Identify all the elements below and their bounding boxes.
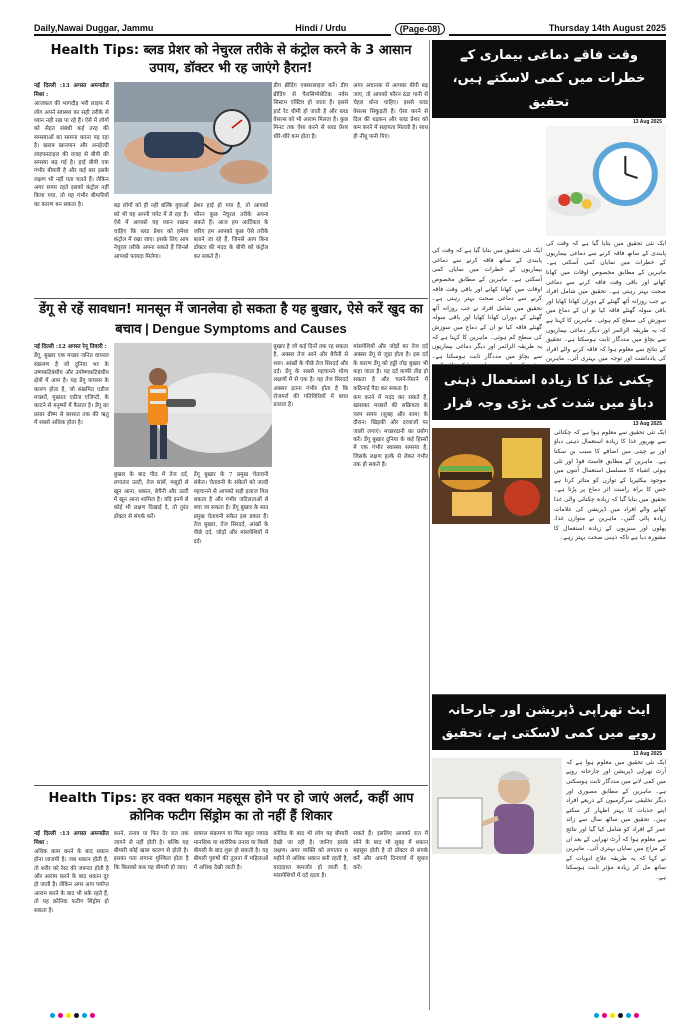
fogging-photo <box>114 343 272 467</box>
story1-para: डीप ब्रीदिंग एक्सरसाइज करें। डीप ब्रीदिंग से पैरासिम्पेथेटिक नर्वस सिस्टम एक्टिव हो जाता है। इससे हार्ट रेट धीमी हो जाती है और ब्लड वेसल्स को भी आराम मिलता है। कुछ मिनट तक ऐसा करने से ब्लड प्रेशर धीरे-धीरे कम होता है। <box>273 83 349 140</box>
urdu-story2-text-right: ایک نئی تحقیق سے معلوم ہوا ہے کہ چکنائی سے بھرپور غذا کا زیادہ استعمال ذہنی دباؤ اور بے چینی میں اضافے کا سبب بن سکتا ہے۔ ماہرین کے مطابق فاسٹ فوڈ اور تلی ہوئی اشیاء کا مسلسل استعمال آنتوں میں موجود بیکٹیریا کے توازن کو متاثر کرتا ہے جس کا براہ راست اثر دماغ پر پڑتا ہے۔ تحقیق میں بتایا گیا کہ زیادہ چکنائی والی غذا کھانے والے افراد میں ڈپریشن کی علامات زیادہ پائی گئیں۔ ماہرین نے متوازن غذا، پھلوں اور سبزیوں کے زیادہ استعمال کا مشورہ دیا ہے تاکہ ذہنی صحت بہتر رہے۔ <box>554 428 666 542</box>
junk-food-photo <box>432 428 550 524</box>
urdu-story1-text-left: ایک نئی تحقیق میں بتایا گیا ہے کہ وقت کی پابندی کے ساتھ فاقہ کرنے سے دماغی بیماریوں کے خطرات میں نمایاں کمی آسکتی ہے۔ ماہرین کے مطابق مخصوص اوقات میں کھانا کھانے اور باقی وقت فاقہ کرنے سے دماغی صحت بہتر رہتی ہے۔ تحقیق میں شامل افراد نے جب روزانہ آٹھ گھنٹے کے دوران کھانا کھایا اور باقی سولہ گھنٹے فاقہ کیا تو ان کے دماغ میں سوزش کی سطح کم ہوئی۔ ماہرین کا کہنا ہے کہ یہ طریقہ الزائمر اور دیگر دماغی بیماریوں سے بچاؤ میں مددگار ثابت ہوسکتا ہے۔ <box>432 247 542 360</box>
story1-col-5 <box>353 82 428 298</box>
urdu-section <box>432 40 666 1010</box>
story2-para: मांसपेशियों और जोड़ों का तेज दर्द अक्सर डेंगू से जुड़ा होता है। इस दर्द के कारण डेंगू को हड्डी तोड़ बुखार भी कहा जाता है। यह दर्द काफी तीव्र हो सकता है और चलने-फिरने में कठिनाई पैदा कर सकता है। <box>353 343 428 392</box>
urdu-story1-text-right: ایک نئی تحقیق میں بتایا گیا ہے کہ وقت کی پابندی کے ساتھ فاقہ کرنے سے دماغی بیماریوں کے خطرات میں نمایاں کمی آسکتی ہے۔ ماہرین کے مطابق مخصوص اوقات میں کھانا کھانے اور باقی وقت فاقہ کرنے سے دماغی صحت بہتر رہتی ہے۔ تحقیق میں شامل افراد نے جب روزانہ آٹھ گھنٹے کے دوران کھانا کھایا اور باقی سولہ گھنٹے فاقہ کیا تو ان کے دماغ میں سوزش کی سطح کم ہوئی۔ ماہرین کا کہنا ہے کہ یہ طریقہ الزائمر اور دیگر دماغی بیماریوں سے بچاؤ میں مددگار ثابت ہوسکتا ہے۔ تحقیق کے نتائج سے معلوم ہوا کہ فاقہ کرنے والے افراد کی یادداشت اور توجہ میں بہتری آئی۔ ماہرین <box>546 240 666 363</box>
art-therapy-photo <box>432 758 562 854</box>
story2-col-5 <box>353 343 428 785</box>
urdu-story3-date: 13 Aug 2025 <box>633 750 662 757</box>
story2-col-4 <box>273 343 348 785</box>
story2-para: डेंगू बुखार के 7 प्रमुख चेतावनी संकेत। चेतावनी के संकेतों को जल्दी पहचानने से आपको सही इलाज मिल सकता है और गंभीर जटिलताओं से बचा जा सकता है। डेंगू बुखार के सात प्रमुख चेतावनी संकेत इस प्रकार हैं। तेज बुखार, तेज सिरदर्द, आंखों के पीछे दर्द, जोड़ों और मांसपेशियों में दर्द। <box>193 471 269 545</box>
urdu-story3-text-right: ایک نئی تحقیق میں معلوم ہوا ہے کہ آرٹ تھراپی ڈپریشن اور جارحانہ رویے میں کمی لانے میں مددگار ثابت ہوسکتی ہے۔ ماہرین کے مطابق مصوری اور دیگر تخلیقی سرگرمیوں کے ذریعے افراد اپنے جذبات کا بہتر اظہار کر سکتے ہیں۔ تحقیق میں ساٹھ سال سے زائد عمر کے افراد کو شامل کیا گیا اور نتائج سے معلوم ہوا کہ آرٹ تھراپی کے بعد ان کے مزاج میں نمایاں بہتری آئی۔ ماہرین نے کہا کہ یہ طریقہ علاج ادویات کے ساتھ مل کر زیادہ مؤثر ثابت ہوسکتا ہے۔ <box>566 758 666 881</box>
story3-para: सकते हैं। इसलिए आपको रात में सोने के बाद भी सुबह में थकान महसूस होती है तो डॉक्टर से संपर्क करें और अपनी दिनचर्या में सुधार करें। <box>353 831 428 871</box>
story3-para: अधिक काम करने के बाद थकान होना लाजमी है। जब थकान होती है, तो शरीर को रेस्ट की जरूरत होती है और आराम करने के बाद थकान दूर हो जाती है। लेकिन अगर आप पर्याप्त आराम करने के बाद भी थके रहते हैं, तो यह क्रोनिक फटीग सिंड्रोम हो सकता है। <box>34 848 109 914</box>
story3-col-1 <box>34 830 109 1024</box>
page-number: (Page-08) <box>395 23 446 35</box>
story1-para: बढ़ लोगों को ही नहीं बल्कि युवाओं को भी यह अपनी चपेट में ले रहा है। ऐसे में आपको यह ध्यान रखना चाहिए कि ब्लड प्रेशर को हमेशा कंट्रोल में रखा जाए। इसके लिए आप नेचुरल तरीके अपना सकते हैं जिनसे आपको फायदा मिलेगा। <box>113 203 189 260</box>
color-registration-dots <box>594 1013 639 1018</box>
story2-para: कम करने में मदद कर सकते हैं, खासकर मच्छरों की सक्रियता के चरम समय (सुबह और शाम) के दौरान। खिड़की और दरवाजों पर जाली लगाएं। मच्छरदानी का प्रयोग करें। डेंगू बुखार दुनिया के कई हिस्सों में एक गंभीर स्वास्थ्य समस्या है, जिसके लक्षण हल्के से लेकर गंभीर तक हो सकते हैं। <box>353 395 428 469</box>
masthead <box>34 22 666 36</box>
story3 <box>34 830 428 1024</box>
story3-headline: Health Tips: हर वक्त थकान महसूस होने पर हो जाएं अलर्ट, कहीं आप क्रोनिक फटीग सिंड्रोम का तो नहीं हैं शिकार <box>34 785 428 830</box>
story2-headline-hindi: डेंगू से रहें सावधान! मानसून में जानलेवा हो सकता है यह बुखार, ऐसे करें खुद का बचाव <box>39 302 423 337</box>
story1 <box>34 82 428 298</box>
paper-name: Daily,Nawai Duggar, Jammu <box>34 23 251 36</box>
language-label: Hindi / Urdu <box>251 23 391 36</box>
story1-para: अगर अचानक से आपका बीपी बढ़ जाए, तो आपको फौरन ठंडा पानी से चेहरा धोना चाहिए। इससे ब्लड वेसल्स सिकुड़ती हैं। ऐसा करने से दिल की धड़कन और ब्लड प्रेशर को कम करने में सहायता मिलती है। साथ ही नींबू पानी पिएं। <box>353 83 428 140</box>
urdu-story1-date: 13 Aug 2025 <box>633 119 662 126</box>
story2-headline <box>34 298 428 342</box>
story2-para: बुखार है जो कई दिनों तक रह सकता है, अक्सर तेज आने और बेचैनी से शरू। आंखों के पीछे तेज सिरदर्द और दर्द। डेंगू के सबसे पहचानने योग्य लक्षणों में से एक है। यह तेज सिरदर्द अक्सर इतना गंभीर होता है कि रोजमर्रा की गतिविधियों में बाधा डालता है। <box>273 343 349 409</box>
story3-col-3 <box>194 830 269 1024</box>
urdu-story1 <box>432 40 666 364</box>
story3-para: करने, तनाव या फिर देर रात तक जागने से नहीं होती है। बल्कि यह बीमारी कोई खास कारण से होती है। इसका पता लगाना मुश्किल होता है कि किसको कब यह बीमारी हो जाए। <box>113 831 189 871</box>
story2-para: डेंगू, बुखार एक मच्छर जनित वायरल संक्रमण है जो दुनिया भर के उष्णकटिबंधीय और उपोष्णकटिबंधीय क्षेत्रों में आम है। यह डेंगू वायरस के कारण होता है, जो संक्रमित एडीज मच्छरों, मुख्यतः एडीज एजिप्टी, के काटने से मनुष्यों में फैलता है। डेंगू का प्रसार ग्रीष्म से बरसात तक की ऋतु में सबसे अधिक होता है। <box>34 353 109 427</box>
story1-col-1 <box>34 82 109 298</box>
story1-headline: Health Tips: ब्लड प्रेशर को नेचुरल तरीके से कंट्रोल करने के 3 आसान उपाय, डॉक्टर भी रह जाएंगे हैरान! <box>50 43 412 77</box>
story2-para: बुखार के बाद पीठ में तेज दर्द, लगातार उल्टी, तेज सांसें, मसूड़ों से खून आना, थकान, बेचैनी और उल्टी में खून आना शामिल है। यदि इनमें से कोई भी लक्षण दिखाई दे, तो तुरंत डॉक्टर से संपर्क करें। <box>113 471 189 520</box>
urdu-story2 <box>432 364 666 694</box>
issue-date: Thursday 14th August 2025 <box>449 23 666 36</box>
urdu-story3 <box>432 694 666 1000</box>
story1-para: प्रेशर हाई हो गया है, तो आपको फौरन कुछ नेचुरल तरीके अपना सकते हैं। आज हम आर्टिकल के जरिए हम आपको कुछ ऐसे तरीके बताने जा रहे हैं, जिनसे आप बिना डॉक्टर की मदद के बीपी को कंट्रोल कर सकते हैं। <box>193 203 269 260</box>
story3-dateline: नई दिल्ली :13 अगस्त अमनप्रीत मिश्रा : <box>34 831 109 846</box>
story3-para: कोविड के बाद भी लोग यह बीमारी देखी जा रही है। जानिए इसके लक्षण। अगर व्यक्ति को लगातार 6 महीने से अधिक थकान बनी रहती है, याददाश्त कमजोर हो जाती है, मांसपेशियों में दर्द रहता है। <box>273 831 349 880</box>
urdu-story1-title: وقت فاقے دماغی بیماری کے خطرات میں کمی لاسکتے ہیں، تحقیق <box>432 40 666 118</box>
story2-headline-english: | Dengue Symptoms and Causes <box>141 320 347 336</box>
story1-para: आजकल की भागदौड़ भरी लाइफ में लोग अपने स्वास्थ्य का सही तरीके से ध्यान नहीं रख पा रहे हैं। ऐसे में लोगों को सेहत संबंधी कई तरह की समस्याओं का सामना करना पड़ रहा है। खराब खानपान और अनहेल्दी लाइफस्टाइल की वजह से बीपी की समस्या बढ़ गई है। हाई बीपी एक गंभीर बीमारी है और कई बार इसके लक्षण भी नहीं पता चलते हैं। लेकिन अगर समय रहते इसको कंट्रोल नहीं किया गया, तो यह गंभीर बीमारियों का कारण बन सकता है। <box>34 101 109 208</box>
fasting-clock-photo <box>546 126 666 236</box>
story1-col-4 <box>273 82 348 298</box>
urdu-story2-date: 13 Aug 2025 <box>633 420 662 427</box>
urdu-story3-title: ایٹ تھراپی ڈپریشن اور جارحانہ رویے میں کمی لاسکتی ہے، تحقیق <box>432 695 666 750</box>
story2-dateline: नई दिल्ली :12 अगस्त रेनू तिवारी : <box>34 343 107 350</box>
story2-col-1 <box>34 343 109 785</box>
story3-para: वायरल संक्रमण या फिर बहुत ज्यादा मानसिक या शारीरिक तनाव या किसी बीमारी के बाद शुरू हो सकती है। यह बीमारी पुरुषों की तुलना में महिलाओं में अधिक देखी जाती है। <box>193 831 269 871</box>
color-registration-dots <box>50 1013 95 1018</box>
column-divider <box>429 40 430 1010</box>
story2 <box>34 343 428 785</box>
story3-col-4 <box>273 830 348 1024</box>
story3-col-2 <box>114 830 189 1024</box>
story1-dateline: नई दिल्ली :13 अगस्त अमनप्रीत मिश्रा : <box>34 83 109 98</box>
urdu-story2-title: چکنی غذا کا زیادہ استعمال ذہنی دباؤ میں شدت کی بڑی وجہ قرار <box>432 365 666 420</box>
blood-pressure-photo <box>114 82 272 194</box>
story3-col-5 <box>353 830 428 1024</box>
hindi-section <box>34 40 428 1010</box>
